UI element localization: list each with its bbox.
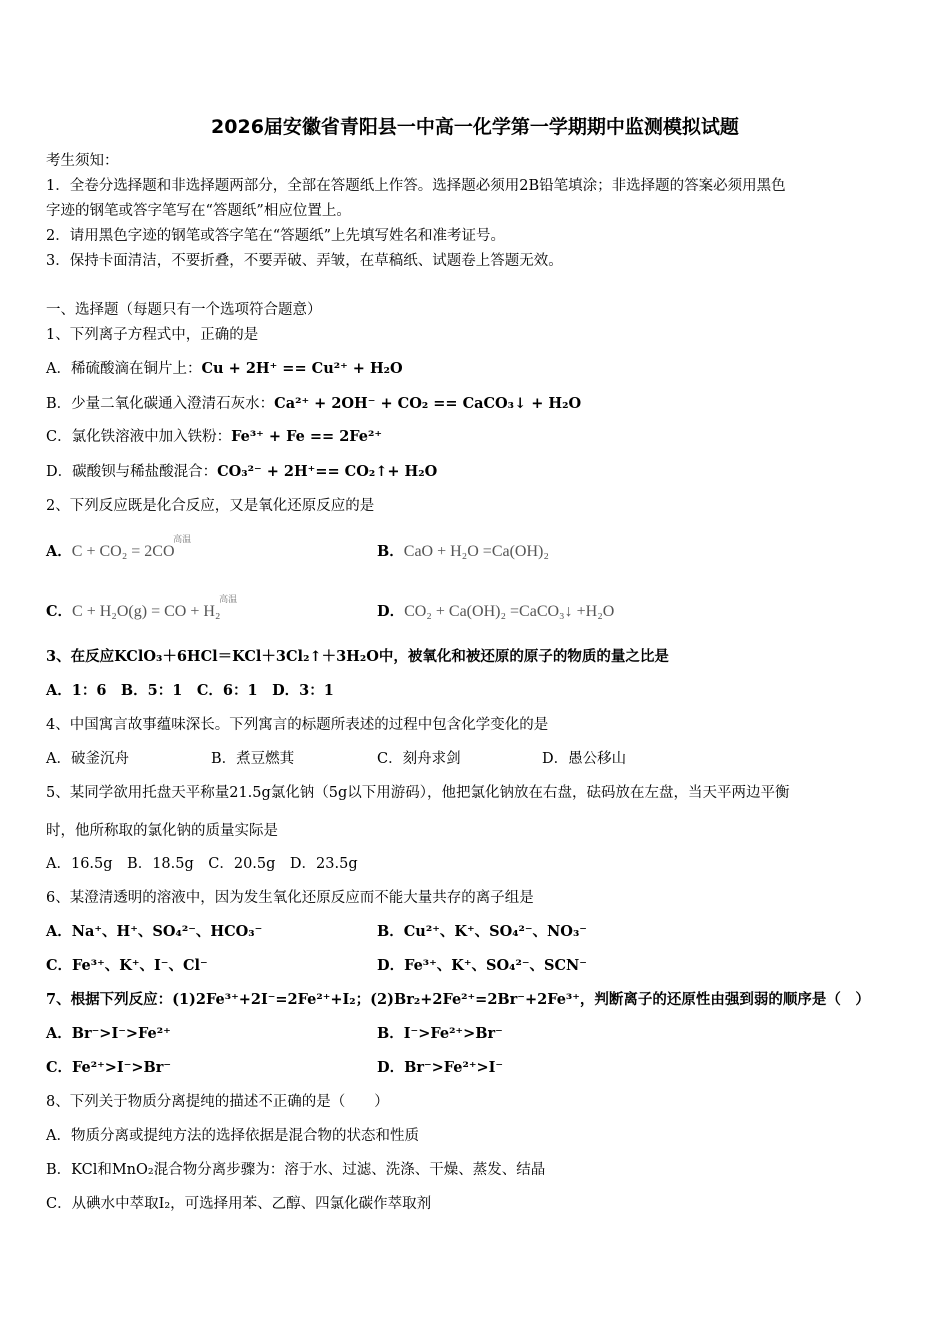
q8-stem: 8、下列关于物质分离提纯的描述不正确的是（ ）	[46, 1094, 389, 1110]
option-label: D．	[377, 603, 405, 620]
q2-option-d	[377, 601, 614, 623]
q1-option-d	[46, 461, 437, 483]
q1-option-c	[46, 426, 382, 448]
notice-item-1a: 1．全卷分选择题和非选择题两部分，全部在答题纸上作答。选择题必须用2B铅笔填涂；非选择题的答案必须用黑色	[46, 178, 786, 194]
q2-option-b	[377, 541, 549, 563]
q3-stem: 3、在反应KClO₃＋6HCl＝KCl＋3Cl₂↑＋3H₂O中，被氧化和被还原的原子的物质的量之比是	[46, 648, 669, 665]
equation: Cu + 2H⁺ == Cu²⁺ + H₂O	[201, 360, 403, 377]
equation: CaO + H₂O =Ca(OH)₂	[403, 543, 549, 560]
option-label: A．	[46, 543, 72, 560]
section-heading: 一、选择题（每题只有一个选项符合题意）	[46, 302, 322, 318]
equation: C + CO₂ = 2CO	[71, 543, 175, 560]
equation: C + H₂O(g) = CO + H₂	[72, 603, 221, 620]
option-label: C．	[46, 603, 73, 620]
q6-stem: 6、某澄清透明的溶液中，因为发生氧化还原反应而不能大量共存的离子组是	[46, 890, 534, 906]
q4-stem: 4、中国寓言故事蕴味深长。下列寓言的标题所表述的过程中包含化学变化的是	[46, 717, 549, 733]
q5-stem-line2: 时，他所称取的氯化钠的质量实际是	[46, 823, 278, 839]
notice-item-3: 3．保持卡面清洁，不要折叠，不要弄破、弄皱，在草稿纸、试题卷上答题无效。	[46, 253, 563, 269]
q1-stem: 1、下列离子方程式中，正确的是	[46, 327, 259, 343]
equation: Fe³⁺ + Fe == 2Fe²⁺	[231, 428, 383, 445]
notice-item-2: 2．请用黑色字迹的钢笔或答字笔在“答题纸”上先填写姓名和准考证号。	[46, 228, 506, 244]
q1-option-b	[46, 393, 581, 415]
notice-item-1b: 字迹的钢笔或答字笔写在“答题纸”相应位置上。	[46, 203, 351, 219]
q7-option-c: C．Fe²⁺>I⁻>Br⁻	[46, 1059, 172, 1076]
q3-options: A．1：6 B．5：1 C．6：1 D．3：1	[46, 682, 334, 699]
q2-stem: 2、下列反应既是化合反应，又是氧化还原反应的是	[46, 498, 375, 514]
q4-option-d: D．愚公移山	[542, 751, 627, 767]
page-title: 2026届安徽省青阳县一中高一化学第一学期期中监测模拟试题	[211, 116, 739, 138]
q7-option-d: D．Br⁻>Fe²⁺>I⁻	[377, 1059, 504, 1076]
q5-stem-line1: 5、某同学欲用托盘天平称量21.5g氯化钠（5g以下用游码），他把氯化钠放在右盘，砝码放在左盘，当天平两边平衡	[46, 785, 790, 801]
equation: CO₃²⁻ + 2H⁺== CO₂↑+ H₂O	[217, 463, 438, 480]
q6-option-d: D．Fe³⁺、K⁺、SO₄²⁻、SCN⁻	[377, 957, 587, 974]
equation: Ca²⁺ + 2OH⁻ + CO₂ == CaCO₃↓ + H₂O	[274, 395, 582, 412]
option-label: D．碳酸钡与稀盐酸混合：	[46, 464, 218, 480]
q8-option-a: A．物质分离或提纯方法的选择依据是混合物的状态和性质	[46, 1128, 419, 1144]
q4-option-c: C．刻舟求剑	[377, 751, 461, 767]
equation: CO₂ + Ca(OH)₂ =CaCO₃↓ +H₂O	[404, 603, 615, 620]
q5-options: A．16.5g B．18.5g C．20.5g D．23.5g	[46, 856, 358, 872]
q7-stem: 7、根据下列反应：(1)2Fe³⁺+2I⁻=2Fe²⁺+I₂；(2)Br₂+2Fe²⁺=2Br⁻+2Fe³⁺，判断离子的还原性由强到弱的顺序是（ ）	[46, 991, 870, 1008]
condition-label: 高温	[219, 595, 238, 605]
q2-option-a	[46, 535, 192, 565]
notice-heading: 考生须知：	[46, 153, 119, 169]
option-label: C．氯化铁溶液中加入铁粉：	[46, 429, 232, 445]
q8-option-c: C．从碘水中萃取I₂，可选择用苯、乙醇、四氯化碳作萃取剂	[46, 1196, 432, 1212]
option-label: B．少量二氧化碳通入澄清石灰水：	[46, 396, 275, 412]
option-label: A．稀硫酸滴在铜片上：	[46, 361, 202, 377]
q6-option-a: A．Na⁺、H⁺、SO₄²⁻、HCO₃⁻	[46, 923, 263, 940]
q7-option-b: B．I⁻>Fe²⁺>Br⁻	[377, 1025, 503, 1042]
q4-option-a: A．破釜沉舟	[46, 751, 129, 767]
q1-option-a	[46, 358, 403, 380]
q6-option-c: C．Fe³⁺、K⁺、I⁻、Cl⁻	[46, 957, 208, 974]
option-label: B．	[377, 543, 404, 560]
condition-label: 高温	[173, 535, 192, 545]
q2-option-c	[46, 595, 238, 625]
q8-option-b: B．KCl和MnO₂混合物分离步骤为：溶于水、过滤、洗涤、干燥、蒸发、结晶	[46, 1162, 546, 1178]
q7-option-a: A．Br⁻>I⁻>Fe²⁺	[46, 1025, 171, 1042]
q4-option-b: B．煮豆燃萁	[211, 751, 295, 767]
q6-option-b: B．Cu²⁺、K⁺、SO₄²⁻、NO₃⁻	[377, 923, 587, 940]
